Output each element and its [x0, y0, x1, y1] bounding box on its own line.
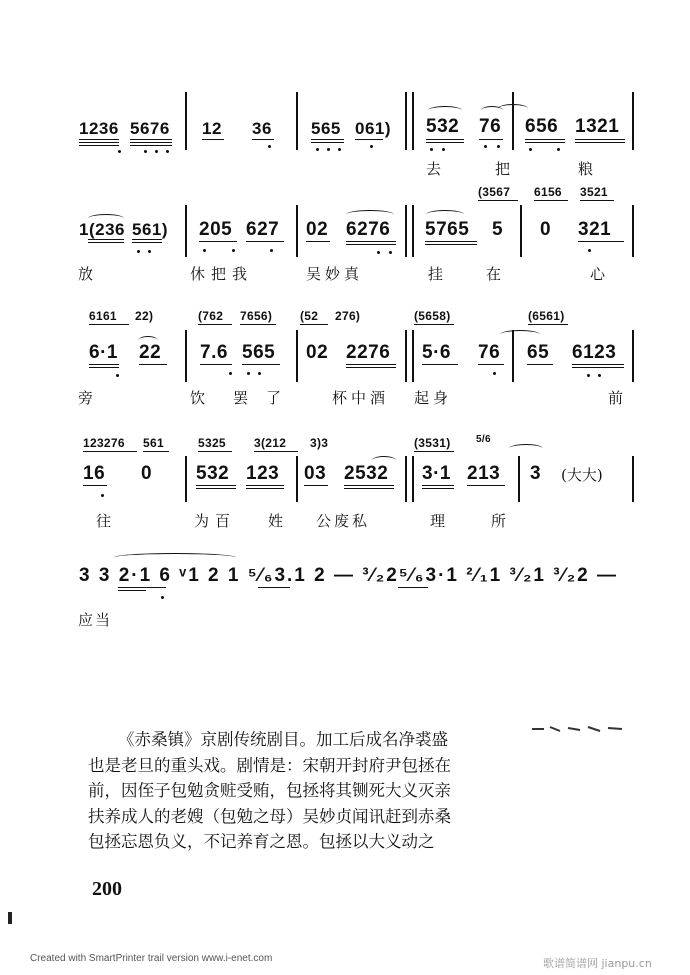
note-group: 5765	[425, 219, 470, 240]
note-group: 12	[202, 119, 222, 138]
note-group: 22	[139, 342, 162, 363]
note-group: 7.6	[200, 342, 228, 363]
note-group: 6123	[572, 342, 617, 363]
ornament-notes: 3521	[580, 185, 608, 199]
note-group: 5676	[130, 119, 170, 138]
lyric: 了	[266, 389, 282, 407]
ornament-notes: 561	[143, 436, 164, 450]
note-group: 123	[246, 463, 280, 484]
note-group: 061)	[355, 119, 392, 138]
note-group: 3·1	[422, 463, 451, 484]
note-group: 76	[478, 342, 501, 363]
note-group: 02	[306, 342, 329, 363]
note-group: 65	[527, 342, 550, 363]
lyric: 公废私	[316, 512, 371, 530]
lyric: 杯中酒	[332, 389, 390, 407]
lyric: 吴妙真	[306, 265, 364, 283]
note-group: 532	[426, 116, 460, 137]
lyric: 心	[590, 265, 606, 283]
grace-note: 5/6	[476, 434, 491, 445]
note-group: 0	[540, 219, 552, 240]
note-group: 565	[242, 342, 276, 363]
note-group: 561)	[132, 220, 169, 239]
free-meter-line: 3 3 2·1 6 ᵛ1 2 1 ⁵⁄₆3.1 2 — ³⁄₂2⁵⁄₆3·1 ²⁄₁1 ³⁄₂1 ³⁄₂2 —	[79, 565, 619, 586]
ornament-notes: 6156	[534, 185, 562, 199]
lyric: 放	[78, 265, 94, 283]
ornament-notes: (3567	[478, 185, 511, 199]
ornament-notes: 123276	[83, 436, 125, 450]
lyric: 理	[430, 512, 446, 530]
note-group: 02	[306, 219, 329, 240]
lyric: 应当	[78, 611, 113, 629]
lyric: 旁	[78, 389, 94, 407]
lyric: 去	[426, 160, 442, 178]
torn-text-fragment	[530, 725, 625, 733]
commentary-text	[88, 727, 528, 855]
ornament-notes: (6561)	[528, 309, 565, 323]
ornament-notes: 6161	[89, 309, 117, 323]
note-group: 213	[467, 463, 501, 484]
prose-line: 扶养成人的老嫂（包勉之母）吴妙贞闻讯赶到赤桑	[88, 806, 451, 826]
note-group: 532	[196, 463, 230, 484]
ornament-notes: 7656)	[240, 309, 273, 323]
ornament-notes: 276)	[335, 309, 361, 323]
lyric: 往	[96, 512, 112, 530]
lyric: 前	[608, 389, 624, 407]
ornament-notes: 3)3	[310, 436, 329, 450]
note-group: 1236	[79, 119, 119, 138]
note-group: 656	[525, 116, 559, 137]
lyric: 姓	[268, 512, 284, 530]
note-group: 03	[304, 463, 327, 484]
note-group: 76	[479, 116, 502, 137]
ornament-notes: 22)	[135, 309, 154, 323]
lyric: 把	[495, 160, 511, 178]
lyric: 起身	[414, 389, 453, 407]
lyric: 饮	[190, 389, 206, 407]
lyric: 在	[486, 265, 502, 283]
note-group: 2276	[346, 342, 391, 363]
lyric: 粮	[578, 160, 594, 178]
note-group: 627	[246, 219, 280, 240]
note-group: 2532	[344, 463, 389, 484]
note-group: 205	[199, 219, 233, 240]
ornament-notes: (5658)	[414, 309, 451, 323]
ornament-notes: (52	[300, 309, 319, 323]
ornament-notes: (3531)	[414, 436, 451, 450]
ornament-notes: 5325	[198, 436, 226, 450]
note-group: 5	[492, 219, 504, 240]
lyric: 挂	[428, 265, 444, 283]
note-group: 16	[83, 463, 106, 484]
footer-credit: Created with SmartPrinter trail version www.i-enet.com	[30, 953, 273, 964]
prose-line: 前，因侄子包勉贪赃受贿，包拯将其铡死大义灭亲	[88, 781, 451, 800]
note-group: 1(236	[79, 220, 125, 239]
prose-line: 包拯忘恩负义，不记养育之恩。包拯以大义动之	[88, 832, 435, 851]
lyric: 休把我	[190, 265, 254, 283]
note-group: 5·6	[422, 342, 451, 363]
ornament-notes: 3(212	[254, 436, 287, 450]
percussion-marking: (大大)	[561, 466, 603, 484]
lyric: 罢	[233, 389, 249, 407]
note-group: 321	[578, 219, 612, 240]
ornament-notes: (762	[198, 309, 224, 323]
watermark: 歌谱简谱网 jianpu.cn	[543, 957, 652, 970]
note-group: 6276	[346, 219, 391, 240]
note-group: 6·1	[89, 342, 118, 363]
prose-line: 也是老旦的重头戏。剧情是：宋朝开封府尹包拯在	[88, 755, 451, 775]
scan-mark	[8, 912, 12, 924]
note-group: 3	[530, 463, 542, 484]
note-group: 36	[252, 119, 272, 138]
page-number: 200	[92, 878, 122, 900]
prose-line: 《赤桑镇》京剧传统剧目。加工后成名净裘盛	[118, 730, 448, 749]
note-group: 565	[311, 119, 341, 138]
lyric: 所	[491, 512, 507, 530]
lyric: 为百	[194, 512, 237, 530]
note-group: 1321	[575, 116, 620, 137]
note-group: 0	[141, 463, 153, 484]
